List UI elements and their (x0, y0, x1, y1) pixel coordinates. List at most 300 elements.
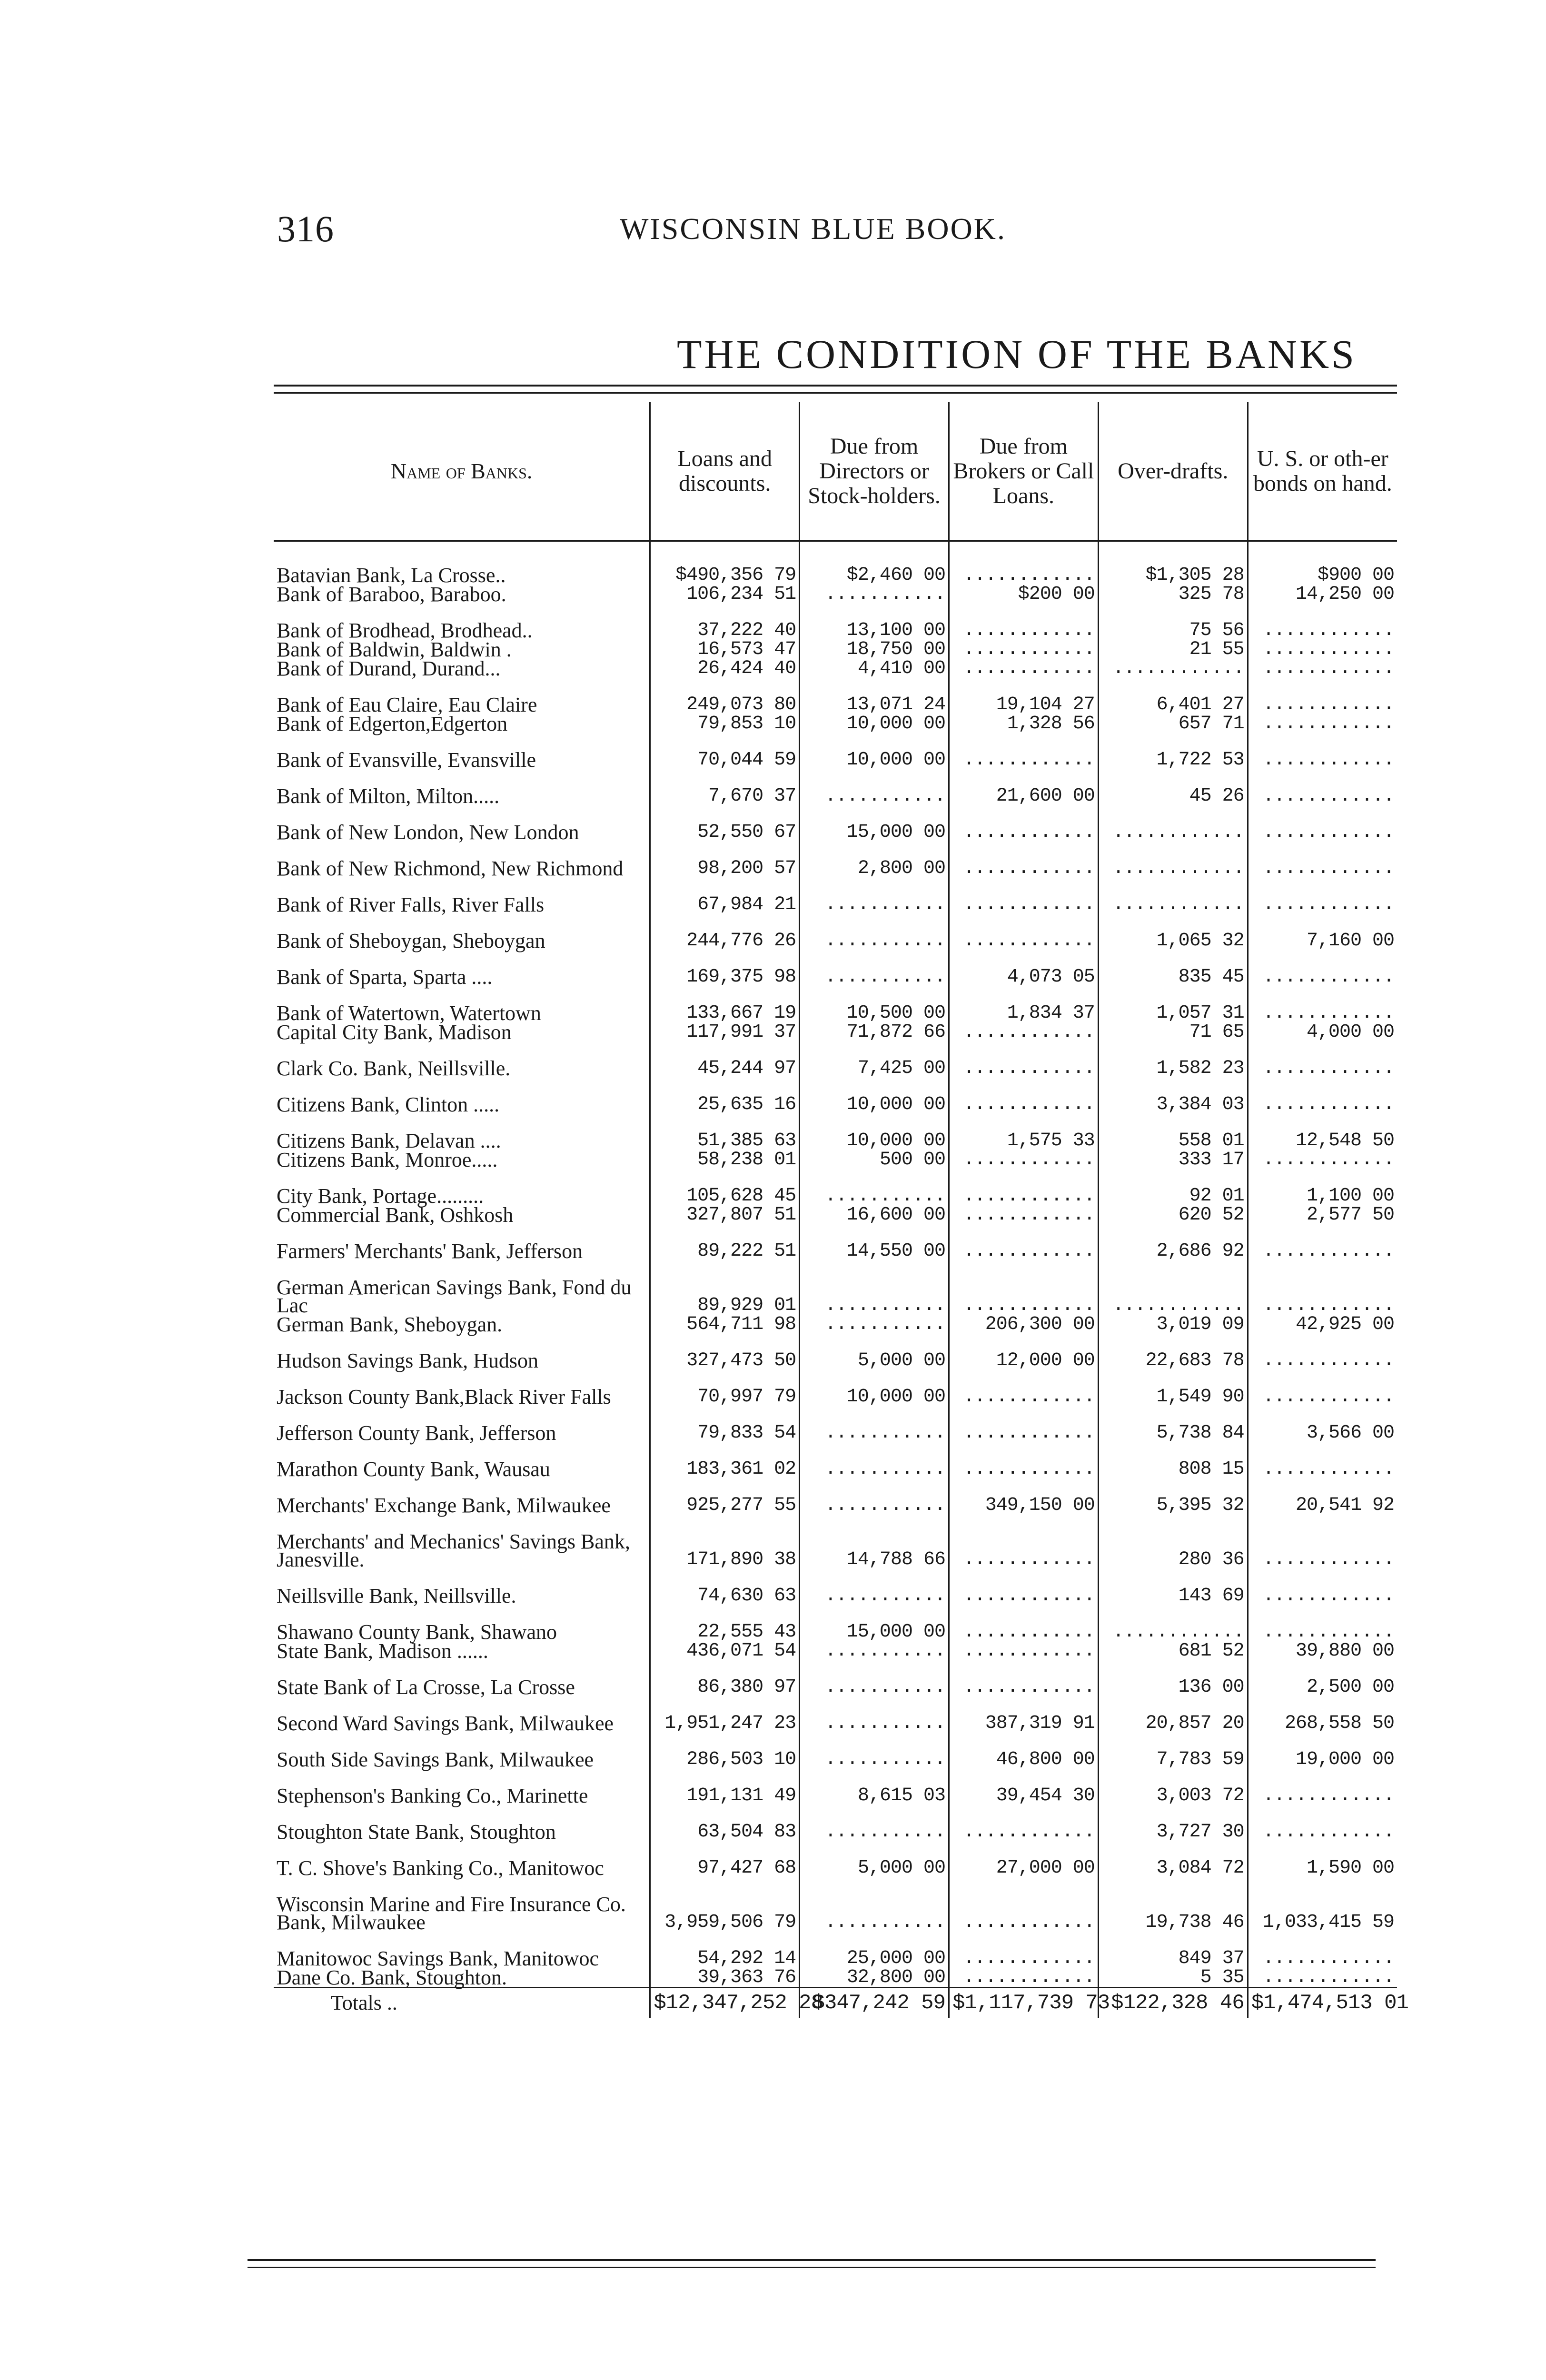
bonds-cell: ............ (1248, 733, 1397, 769)
overdrafts-cell: 5,738 84 (1098, 1406, 1248, 1442)
bonds-cell: 42,925 00 (1248, 1315, 1397, 1334)
overdrafts-cell: 280 36 (1098, 1515, 1248, 1569)
table-row (274, 1877, 1397, 1932)
totals-directors: $347,242 59 (800, 1988, 949, 2018)
overdrafts-cell: 1,582 23 (1098, 1041, 1248, 1078)
bank-name-cell: Citizens Bank, Clinton ..... (277, 1093, 500, 1116)
column-header-overdrafts: Over-drafts. (1098, 402, 1248, 541)
table-row (274, 1205, 1397, 1224)
overdrafts-cell: 71 65 (1098, 1022, 1248, 1041)
loans-cell: 25,635 16 (650, 1078, 800, 1114)
bank-name-cell: Jackson County Bank,Black River Falls (277, 1385, 611, 1408)
bonds-cell: 268,558 50 (1248, 1696, 1397, 1733)
bonds-cell: ............ (1248, 1334, 1397, 1370)
loans-cell: 98,200 57 (650, 842, 800, 878)
directors-cell: 16,600 00 (800, 1205, 949, 1224)
directors-cell: $2,460 00 (800, 541, 949, 585)
loans-cell: $490,356 79 (650, 541, 800, 585)
loans-cell: 191,131 49 (650, 1769, 800, 1805)
brokers-cell: ............ (949, 1605, 1098, 1641)
bonds-cell: ............ (1248, 640, 1397, 659)
loans-cell: 70,997 79 (650, 1370, 800, 1406)
overdrafts-cell: 7,783 59 (1098, 1733, 1248, 1769)
directors-cell: ........... (800, 1660, 949, 1696)
brokers-cell: 19,104 27 (949, 678, 1098, 714)
directors-cell: ........... (800, 1733, 949, 1769)
directors-cell: ........... (800, 878, 949, 914)
bank-name-cell: T. C. Shove's Banking Co., Manitowoc (277, 1856, 604, 1880)
bonds-cell: ............ (1248, 950, 1397, 986)
loans-cell: 169,375 98 (650, 950, 800, 986)
brokers-cell: 1,575 33 (949, 1114, 1098, 1150)
table-row (274, 1696, 1397, 1733)
overdrafts-cell: 333 17 (1098, 1150, 1248, 1169)
column-header-brokers: Due from Brokers or Call Loans. (949, 402, 1098, 541)
brokers-cell: ............ (949, 1205, 1098, 1224)
loans-cell: 244,776 26 (650, 914, 800, 950)
table-row (274, 585, 1397, 604)
brokers-cell: ............ (949, 878, 1098, 914)
directors-cell: 10,000 00 (800, 1370, 949, 1406)
loans-cell: 86,380 97 (650, 1660, 800, 1696)
directors-cell: 5,000 00 (800, 1334, 949, 1370)
bank-name-cell: Dane Co. Bank, Stoughton. (277, 1966, 507, 1989)
page-number: 316 (277, 208, 334, 249)
table-row (274, 678, 1397, 714)
overdrafts-cell: 681 52 (1098, 1641, 1248, 1660)
directors-cell: 18,750 00 (800, 640, 949, 659)
directors-cell: 8,615 03 (800, 1769, 949, 1805)
loans-cell: 97,427 68 (650, 1841, 800, 1877)
table-row (274, 805, 1397, 842)
directors-cell: ........... (800, 1696, 949, 1733)
directors-cell: 500 00 (800, 1150, 949, 1169)
bank-name-cell: City Bank, Portage......... (277, 1184, 484, 1208)
bonds-cell: 1,590 00 (1248, 1841, 1397, 1877)
bonds-cell: 3,566 00 (1248, 1406, 1397, 1442)
overdrafts-cell: ............ (1098, 842, 1248, 878)
bonds-cell: 39,880 00 (1248, 1641, 1397, 1660)
overdrafts-cell: 19,738 46 (1098, 1877, 1248, 1932)
bank-name-cell: State Bank, Madison ...... (277, 1639, 488, 1663)
brokers-cell: ............ (949, 805, 1098, 842)
brokers-cell: ............ (949, 1022, 1098, 1041)
loans-cell: 327,807 51 (650, 1205, 800, 1224)
directors-cell: 15,000 00 (800, 805, 949, 842)
bank-name-cell: Neillsville Bank, Neillsville. (277, 1584, 516, 1607)
table-row (274, 604, 1397, 640)
bonds-cell: ............ (1248, 1224, 1397, 1260)
overdrafts-cell: $1,305 28 (1098, 541, 1248, 585)
loans-cell: 171,890 38 (650, 1515, 800, 1569)
bonds-cell: ............ (1248, 1932, 1397, 1968)
bank-condition-table (274, 402, 1408, 2018)
brokers-cell: $200 00 (949, 585, 1098, 604)
brokers-cell: ............ (949, 733, 1098, 769)
brokers-cell: 12,000 00 (949, 1334, 1098, 1370)
directors-cell: 13,100 00 (800, 604, 949, 640)
bonds-cell: ............ (1248, 714, 1397, 733)
bonds-cell: ............ (1248, 604, 1397, 640)
bank-name-cell: Bank of Baraboo, Baraboo. (277, 583, 506, 606)
bank-name-cell: Marathon County Bank, Wausau (277, 1458, 550, 1481)
directors-cell: 10,000 00 (800, 1078, 949, 1114)
table-row (274, 1224, 1397, 1260)
overdrafts-cell: 20,857 20 (1098, 1696, 1248, 1733)
brokers-cell: ............ (949, 1150, 1098, 1169)
brokers-cell: ............ (949, 541, 1098, 585)
brokers-cell: ............ (949, 1224, 1098, 1260)
directors-cell: 14,550 00 (800, 1224, 949, 1260)
overdrafts-cell: 835 45 (1098, 950, 1248, 986)
directors-cell: ........... (800, 950, 949, 986)
column-header-directors: Due from Directors or Stock-holders. (800, 402, 949, 541)
loans-cell: 58,238 01 (650, 1150, 800, 1169)
table-row (274, 714, 1397, 733)
table-row (274, 1515, 1397, 1569)
table-row (274, 733, 1397, 769)
table-row (274, 1406, 1397, 1442)
overdrafts-cell: ............ (1098, 659, 1248, 678)
running-title: WISCONSIN BLUE BOOK. (620, 212, 1006, 246)
loans-cell: 286,503 10 (650, 1733, 800, 1769)
loans-cell: 105,628 45 (650, 1169, 800, 1205)
overdrafts-cell: 92 01 (1098, 1169, 1248, 1205)
directors-cell: 10,500 00 (800, 986, 949, 1022)
table-row (274, 1260, 1397, 1315)
bonds-cell: ............ (1248, 1370, 1397, 1406)
directors-cell: 10,000 00 (800, 714, 949, 733)
section-title: THE CONDITION OF THE BANKS (677, 331, 1357, 377)
brokers-cell: 4,073 05 (949, 950, 1098, 986)
bottom-rule (248, 2259, 1376, 2261)
bonds-cell: 19,000 00 (1248, 1733, 1397, 1769)
overdrafts-cell: 45 26 (1098, 769, 1248, 805)
bank-name-cell: Bank of New Richmond, New Richmond (277, 857, 624, 880)
brokers-cell: ............ (949, 914, 1098, 950)
bonds-cell: ............ (1248, 1260, 1397, 1315)
table-row (274, 878, 1397, 914)
overdrafts-cell: 1,057 31 (1098, 986, 1248, 1022)
overdrafts-cell: 1,065 32 (1098, 914, 1248, 950)
bank-name-cell: Bank of Sparta, Sparta .... (277, 965, 493, 989)
overdrafts-cell: 5,395 32 (1098, 1478, 1248, 1515)
table-row (274, 1478, 1397, 1515)
overdrafts-cell: 3,727 30 (1098, 1805, 1248, 1841)
bank-name-cell: Wisconsin Marine and Fire Insurance Co. Bank, Milwaukee (277, 1893, 626, 1934)
bank-name-cell: Commercial Bank, Oshkosh (277, 1203, 514, 1227)
table-row (274, 1968, 1397, 1988)
loans-cell: 79,833 54 (650, 1406, 800, 1442)
column-header-name: Name of Banks. (274, 402, 650, 541)
bank-name-cell: Bank of River Falls, River Falls (277, 893, 545, 916)
table-row (274, 1805, 1397, 1841)
bonds-cell: ............ (1248, 1968, 1397, 1988)
bank-name-cell: Second Ward Savings Bank, Milwaukee (277, 1712, 614, 1735)
overdrafts-cell: 558 01 (1098, 1114, 1248, 1150)
directors-cell: ........... (800, 1877, 949, 1932)
brokers-cell: ............ (949, 1877, 1098, 1932)
bank-name-cell: Capital City Bank, Madison (277, 1021, 512, 1044)
directors-cell: ........... (800, 585, 949, 604)
brokers-cell: 39,454 30 (949, 1769, 1098, 1805)
brokers-cell: ............ (949, 1370, 1098, 1406)
bottom-rule-inner (248, 2267, 1376, 2268)
table-row (274, 1370, 1397, 1406)
loans-cell: 89,929 01 (650, 1260, 800, 1315)
table-row (274, 914, 1397, 950)
bonds-cell: 20,541 92 (1248, 1478, 1397, 1515)
table-row (274, 1150, 1397, 1169)
table-row (274, 986, 1397, 1022)
directors-cell: ........... (800, 1442, 949, 1478)
bonds-cell: ............ (1248, 659, 1397, 678)
overdrafts-cell: 3,003 72 (1098, 1769, 1248, 1805)
directors-cell: 15,000 00 (800, 1605, 949, 1641)
column-header-bonds: U. S. or oth-er bonds on hand. (1248, 402, 1397, 541)
overdrafts-cell: 1,722 53 (1098, 733, 1248, 769)
bonds-cell: ............ (1248, 878, 1397, 914)
overdrafts-cell: 21 55 (1098, 640, 1248, 659)
table-body (274, 541, 1397, 1988)
loans-cell: 37,222 40 (650, 604, 800, 640)
directors-cell: ........... (800, 1169, 949, 1205)
table-row (274, 1078, 1397, 1114)
brokers-cell: ............ (949, 1660, 1098, 1696)
brokers-cell: ............ (949, 1932, 1098, 1968)
overdrafts-cell: 1,549 90 (1098, 1370, 1248, 1406)
bank-name-cell: Bank of Evansville, Evansville (277, 748, 536, 772)
overdrafts-cell: ............ (1098, 1260, 1248, 1315)
overdrafts-cell: 75 56 (1098, 604, 1248, 640)
bonds-cell: 4,000 00 (1248, 1022, 1397, 1041)
bank-name-cell: Citizens Bank, Monroe..... (277, 1148, 498, 1171)
brokers-cell: ............ (949, 659, 1098, 678)
bonds-cell: 12,548 50 (1248, 1114, 1397, 1150)
table-row (274, 950, 1397, 986)
bank-name-cell: Bank of Milton, Milton..... (277, 784, 500, 808)
totals-label: Totals .. (274, 1988, 650, 2018)
loans-cell: 51,385 63 (650, 1114, 800, 1150)
bank-name-cell: Bank of New London, New London (277, 821, 579, 844)
brokers-cell: ............ (949, 842, 1098, 878)
bonds-cell: ............ (1248, 1769, 1397, 1805)
loans-cell: 106,234 51 (650, 585, 800, 604)
bank-name-cell: Bank of Eau Claire, Eau Claire (277, 693, 537, 716)
loans-cell: 3,959,506 79 (650, 1877, 800, 1932)
directors-cell: ........... (800, 1260, 949, 1315)
bonds-cell: ............ (1248, 678, 1397, 714)
top-rule-inner (274, 392, 1397, 394)
directors-cell: 2,800 00 (800, 842, 949, 878)
overdrafts-cell: 143 69 (1098, 1569, 1248, 1605)
loans-cell: 39,363 76 (650, 1968, 800, 1988)
loans-cell: 327,473 50 (650, 1334, 800, 1370)
brokers-cell: ............ (949, 1169, 1098, 1205)
loans-cell: 26,424 40 (650, 659, 800, 678)
directors-cell: ........... (800, 769, 949, 805)
loans-cell: 74,630 63 (650, 1569, 800, 1605)
brokers-cell: ............ (949, 604, 1098, 640)
bonds-cell: ............ (1248, 1605, 1397, 1641)
table-row (274, 1605, 1397, 1641)
bonds-cell: ............ (1248, 1041, 1397, 1078)
bank-name-cell: Bank of Baldwin, Baldwin . (277, 638, 512, 661)
table-row (274, 640, 1397, 659)
loans-cell: 925,277 55 (650, 1478, 800, 1515)
brokers-cell: ............ (949, 1805, 1098, 1841)
bonds-cell: 14,250 00 (1248, 585, 1397, 604)
table-row (274, 1315, 1397, 1334)
directors-cell: ........... (800, 1315, 949, 1334)
bank-name-cell: German American Savings Bank, Fond du Lac (277, 1276, 632, 1317)
directors-cell: 13,071 24 (800, 678, 949, 714)
bank-name-cell: Batavian Bank, La Crosse.. (277, 564, 506, 587)
brokers-cell: 21,600 00 (949, 769, 1098, 805)
table-row (274, 1769, 1397, 1805)
table-row (274, 1334, 1397, 1370)
overdrafts-cell: ............ (1098, 1605, 1248, 1641)
brokers-cell: 1,328 56 (949, 714, 1098, 733)
directors-cell: ........... (800, 1805, 949, 1841)
totals-brokers: $1,117,739 73 (949, 1988, 1098, 2018)
overdrafts-cell: 5 35 (1098, 1968, 1248, 1988)
brokers-cell: ............ (949, 1569, 1098, 1605)
loans-cell: 117,991 37 (650, 1022, 800, 1041)
table-row (274, 1041, 1397, 1078)
column-header-loans: Loans and discounts. (650, 402, 800, 541)
bank-name-cell: Farmers' Merchants' Bank, Jefferson (277, 1240, 583, 1263)
directors-cell: 32,800 00 (800, 1968, 949, 1988)
bonds-cell: 1,100 00 (1248, 1169, 1397, 1205)
overdrafts-cell: 3,084 72 (1098, 1841, 1248, 1877)
directors-cell: ........... (800, 1641, 949, 1660)
loans-cell: 89,222 51 (650, 1224, 800, 1260)
bonds-cell: 1,033,415 59 (1248, 1877, 1397, 1932)
table-row (274, 659, 1397, 678)
loans-cell: 67,984 21 (650, 878, 800, 914)
brokers-cell: ............ (949, 1041, 1098, 1078)
totals-bonds: $1,474,513 01 (1248, 1988, 1397, 2018)
bonds-cell: $900 00 (1248, 541, 1397, 585)
brokers-cell: ............ (949, 1406, 1098, 1442)
loans-cell: 52,550 67 (650, 805, 800, 842)
directors-cell: ........... (800, 1569, 949, 1605)
overdrafts-cell: 325 78 (1098, 585, 1248, 604)
loans-cell: 7,670 37 (650, 769, 800, 805)
loans-cell: 436,071 54 (650, 1641, 800, 1660)
directors-cell: 14,788 66 (800, 1515, 949, 1569)
bank-name-cell: Bank of Durand, Durand... (277, 657, 501, 680)
brokers-cell: 1,834 37 (949, 986, 1098, 1022)
bonds-cell: ............ (1248, 805, 1397, 842)
bank-name-cell: Jefferson County Bank, Jefferson (277, 1421, 556, 1445)
table-row (274, 1022, 1397, 1041)
brokers-cell: 349,150 00 (949, 1478, 1098, 1515)
directors-cell: ........... (800, 914, 949, 950)
loans-cell: 70,044 59 (650, 733, 800, 769)
bonds-cell: ............ (1248, 986, 1397, 1022)
table-row (274, 1841, 1397, 1877)
brokers-cell: ............ (949, 1442, 1098, 1478)
loans-cell: 564,711 98 (650, 1315, 800, 1334)
bonds-cell: ............ (1248, 1515, 1397, 1569)
loans-cell: 16,573 47 (650, 640, 800, 659)
bonds-cell: ............ (1248, 1078, 1397, 1114)
table-row (274, 1660, 1397, 1696)
table-header-row (274, 402, 1397, 541)
brokers-cell: 387,319 91 (949, 1696, 1098, 1733)
bank-name-cell: South Side Savings Bank, Milwaukee (277, 1748, 594, 1771)
loans-cell: 22,555 43 (650, 1605, 800, 1641)
bonds-cell: ............ (1248, 769, 1397, 805)
overdrafts-cell: ............ (1098, 805, 1248, 842)
loans-cell: 54,292 14 (650, 1932, 800, 1968)
loans-cell: 133,667 19 (650, 986, 800, 1022)
table-row (274, 541, 1397, 585)
totals-overdrafts: $122,328 46 (1098, 1988, 1248, 2018)
table-row (274, 1641, 1397, 1660)
bonds-cell: ............ (1248, 1805, 1397, 1841)
loans-cell: 63,504 83 (650, 1805, 800, 1841)
overdrafts-cell: 620 52 (1098, 1205, 1248, 1224)
totals-loans: $12,347,252 28 (650, 1988, 800, 2018)
bank-name-cell: Stoughton State Bank, Stoughton (277, 1820, 556, 1844)
bank-name-cell: Bank of Sheboygan, Sheboygan (277, 929, 545, 952)
table-row (274, 1569, 1397, 1605)
directors-cell: 71,872 66 (800, 1022, 949, 1041)
overdrafts-cell: 657 71 (1098, 714, 1248, 733)
directors-cell: 7,425 00 (800, 1041, 949, 1078)
brokers-cell: ............ (949, 1515, 1098, 1569)
brokers-cell: 206,300 00 (949, 1315, 1098, 1334)
bonds-cell: ............ (1248, 1150, 1397, 1169)
overdrafts-cell: 808 15 (1098, 1442, 1248, 1478)
bonds-cell: ............ (1248, 842, 1397, 878)
directors-cell: 10,000 00 (800, 1114, 949, 1150)
brokers-cell: 27,000 00 (949, 1841, 1098, 1877)
brokers-cell: ............ (949, 1078, 1098, 1114)
bank-name-cell: German Bank, Sheboygan. (277, 1313, 503, 1336)
directors-cell: 10,000 00 (800, 733, 949, 769)
brokers-cell: ............ (949, 1641, 1098, 1660)
bank-name-cell: Stephenson's Banking Co., Marinette (277, 1784, 588, 1807)
bonds-cell: 2,577 50 (1248, 1205, 1397, 1224)
table-row (274, 769, 1397, 805)
overdrafts-cell: 136 00 (1098, 1660, 1248, 1696)
overdrafts-cell: 849 37 (1098, 1932, 1248, 1968)
bonds-cell: ............ (1248, 1442, 1397, 1478)
bank-name-cell: Bank of Watertown, Watertown (277, 1002, 541, 1025)
bank-condition-table-wrap (274, 402, 1408, 2252)
loans-cell: 45,244 97 (650, 1041, 800, 1078)
top-rule (274, 385, 1397, 387)
brokers-cell: 46,800 00 (949, 1733, 1098, 1769)
table-row (274, 842, 1397, 878)
bank-name-cell: Bank of Brodhead, Brodhead.. (277, 619, 533, 642)
loans-cell: 249,073 80 (650, 678, 800, 714)
loans-cell: 183,361 02 (650, 1442, 800, 1478)
directors-cell: ........... (800, 1478, 949, 1515)
overdrafts-cell: ............ (1098, 878, 1248, 914)
totals-row (274, 1988, 1397, 2018)
bank-name-cell: Shawano County Bank, Shawano (277, 1620, 557, 1644)
table-row (274, 1932, 1397, 1968)
table-row (274, 1442, 1397, 1478)
overdrafts-cell: 3,019 09 (1098, 1315, 1248, 1334)
loans-cell: 79,853 10 (650, 714, 800, 733)
loans-cell: 1,951,247 23 (650, 1696, 800, 1733)
